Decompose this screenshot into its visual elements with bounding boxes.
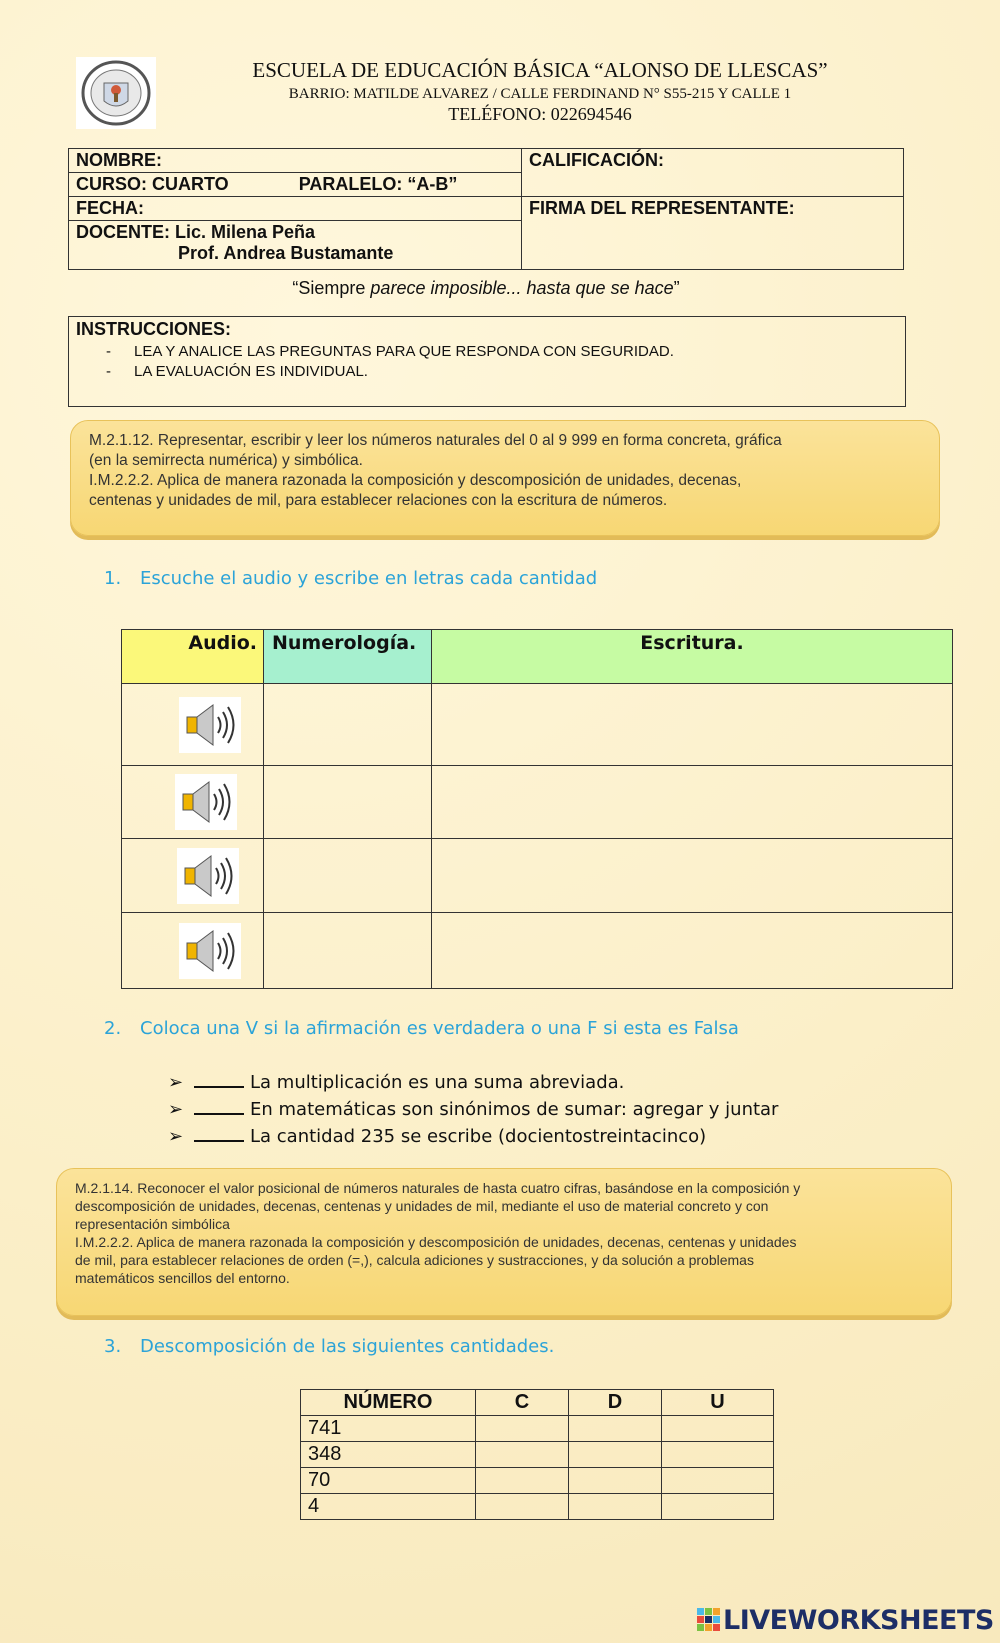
unidades-answer[interactable] [662, 1416, 774, 1442]
docente-label: DOCENTE: Lic. Milena Peña [76, 222, 316, 242]
instruction-item [106, 343, 898, 360]
skill-line: (en la semirrecta numérica) y simbólica. [89, 452, 363, 469]
fecha-field[interactable] [69, 197, 522, 221]
question-number: 3. [104, 1336, 122, 1357]
question-number: 1. [104, 568, 122, 589]
decenas-answer[interactable] [569, 1494, 662, 1520]
header-c: C [476, 1390, 569, 1416]
header-u: U [662, 1390, 774, 1416]
question-text: Descomposición de las siguientes cantidades. [140, 1336, 555, 1357]
quote-close: ” [673, 278, 680, 298]
decomposition-table [300, 1389, 774, 1520]
nombre-field[interactable] [69, 149, 522, 173]
skill-line: I.M.2.2.2. Aplica de manera razonada la composición y descomposición de unidades, decenas, [89, 472, 742, 489]
table-row [301, 1442, 774, 1468]
statement-text: La cantidad 235 se escribe (docientostreintacinco) [250, 1126, 707, 1147]
answer-blank[interactable] [194, 1097, 244, 1115]
liveworksheets-logo-icon [697, 1608, 721, 1632]
skill-line: M.2.1.12. Representar, escribir y leer los números naturales del 0 al 9 999 en forma concreta, gráfica [89, 432, 782, 449]
table-row [301, 1468, 774, 1494]
instruction-item [106, 363, 898, 380]
numerologia-answer[interactable] [264, 684, 432, 766]
header-d: D [569, 1390, 662, 1416]
fecha-label: FECHA: [76, 198, 144, 218]
school-address: BARRIO: MATILDE ALVAREZ / CALLE FERDINAND N° S55-215 Y CALLE 1 [288, 86, 792, 102]
audio-table [121, 629, 953, 989]
curso-label: CURSO: CUARTO [76, 174, 229, 194]
table-row [301, 1416, 774, 1442]
quote-italic: parece imposible... hasta que se hace [370, 278, 674, 298]
arrow-bullet-icon: ➢ [168, 1099, 184, 1120]
question-3 [104, 1336, 554, 1357]
list-item [168, 1097, 778, 1124]
question-text: Coloca una V si la afirmación es verdadera o una F si esta es Falsa [140, 1018, 739, 1039]
audio-cell [122, 766, 264, 839]
instructions-box [68, 316, 906, 407]
centenas-answer[interactable] [476, 1416, 569, 1442]
instruction-text: LEA Y ANALICE LAS PREGUNTAS PARA QUE RESPONDA CON SEGURIDAD. [134, 343, 674, 360]
skill-line: centenas y unidades de mil, para establecer relaciones con la escritura de números. [89, 492, 668, 509]
numerologia-answer[interactable] [264, 913, 432, 989]
unidades-answer[interactable] [662, 1468, 774, 1494]
unidades-answer[interactable] [662, 1494, 774, 1520]
decenas-answer[interactable] [569, 1416, 662, 1442]
answer-blank[interactable] [194, 1124, 244, 1142]
brand-text: LIVEWORKSHEETS [723, 1605, 994, 1636]
skill-line: I.M.2.2.2. Aplica de manera razonada la composición y descomposición de unidades, decenas, centenas y unidades [75, 1234, 797, 1250]
paralelo-label: PARALELO: “A-B” [298, 174, 458, 194]
escritura-answer[interactable] [432, 766, 953, 839]
school-phone: TELÉFONO: 022694546 [448, 104, 632, 124]
liveworksheets-brand [697, 1605, 994, 1636]
statement-text: En matemáticas son sinónimos de sumar: agregar y juntar [250, 1099, 779, 1120]
list-item [168, 1124, 778, 1151]
true-false-list [168, 1070, 778, 1151]
question-1 [104, 568, 597, 589]
centenas-answer[interactable] [476, 1494, 569, 1520]
arrow-bullet-icon: ➢ [168, 1072, 184, 1093]
dash-marker: - [106, 343, 111, 360]
instructions-title: INSTRUCCIONES: [76, 319, 232, 339]
statement-text: La multiplicación es una suma abreviada. [250, 1072, 625, 1093]
student-info-table [68, 148, 904, 270]
motivational-quote [68, 278, 904, 299]
decenas-answer[interactable] [569, 1468, 662, 1494]
firma-label: FIRMA DEL REPRESENTANTE: [529, 198, 795, 218]
centenas-answer[interactable] [476, 1442, 569, 1468]
escritura-answer[interactable] [432, 684, 953, 766]
curso-row [69, 173, 522, 197]
decenas-answer[interactable] [569, 1442, 662, 1468]
header-escritura: Escritura. [432, 630, 953, 684]
skill-line: de mil, para establecer relaciones de orden (=,), calcula adiciones y sustracciones, y da solución a problemas [75, 1252, 754, 1268]
skill-line: representación simbólica [75, 1216, 230, 1232]
number-cell: 4 [301, 1494, 476, 1520]
audio-cell [122, 839, 264, 913]
skill-box-1 [70, 420, 940, 536]
numerologia-answer[interactable] [264, 766, 432, 839]
header-audio: Audio. [122, 630, 264, 684]
header-numerologia: Numerología. [264, 630, 432, 684]
unidades-answer[interactable] [662, 1442, 774, 1468]
school-name: ESCUELA DE EDUCACIÓN BÁSICA “ALONSO DE LLESCAS” [252, 58, 828, 82]
header-numero: NÚMERO [301, 1390, 476, 1416]
answer-blank[interactable] [194, 1070, 244, 1088]
audio-cell [122, 684, 264, 766]
escritura-answer[interactable] [432, 913, 953, 989]
arrow-bullet-icon: ➢ [168, 1126, 184, 1147]
table-row [301, 1494, 774, 1520]
number-cell: 348 [301, 1442, 476, 1468]
speaker-icon[interactable] [175, 774, 237, 830]
dash-marker: - [106, 363, 111, 380]
calificacion-label: CALIFICACIÓN: [529, 150, 664, 170]
school-logo [76, 57, 156, 129]
speaker-icon[interactable] [179, 923, 241, 979]
skill-line: matemáticos sencillos del entorno. [75, 1270, 290, 1286]
skill-line: descomposición de unidades, decenas, centenas y unidades de mil, mediante el uso de material concreto y con [75, 1198, 769, 1214]
calificacion-field[interactable] [522, 149, 904, 197]
list-item [168, 1070, 778, 1097]
nombre-label: NOMBRE: [76, 150, 162, 170]
docente-cell [69, 221, 522, 270]
quote-open: “Siempre [292, 278, 371, 298]
question-2 [104, 1018, 739, 1039]
escritura-answer[interactable] [432, 839, 953, 913]
number-cell: 70 [301, 1468, 476, 1494]
skill-line: M.2.1.14. Reconocer el valor posicional de números naturales de hasta cuatro cifras, basándose en la composición y [75, 1180, 801, 1196]
numerologia-answer[interactable] [264, 839, 432, 913]
speaker-icon[interactable] [177, 848, 239, 904]
question-text: Escuche el audio y escribe en letras cada cantidad [140, 568, 598, 589]
number-cell: 741 [301, 1416, 476, 1442]
instruction-text: LA EVALUACIÓN ES INDIVIDUAL. [134, 363, 368, 380]
question-number: 2. [104, 1018, 122, 1039]
firma-field[interactable] [522, 197, 904, 270]
audio-cell [122, 913, 264, 989]
prof-label: Prof. Andrea Bustamante [178, 243, 394, 263]
skill-box-2 [56, 1168, 952, 1316]
speaker-icon[interactable] [179, 697, 241, 753]
centenas-answer[interactable] [476, 1468, 569, 1494]
